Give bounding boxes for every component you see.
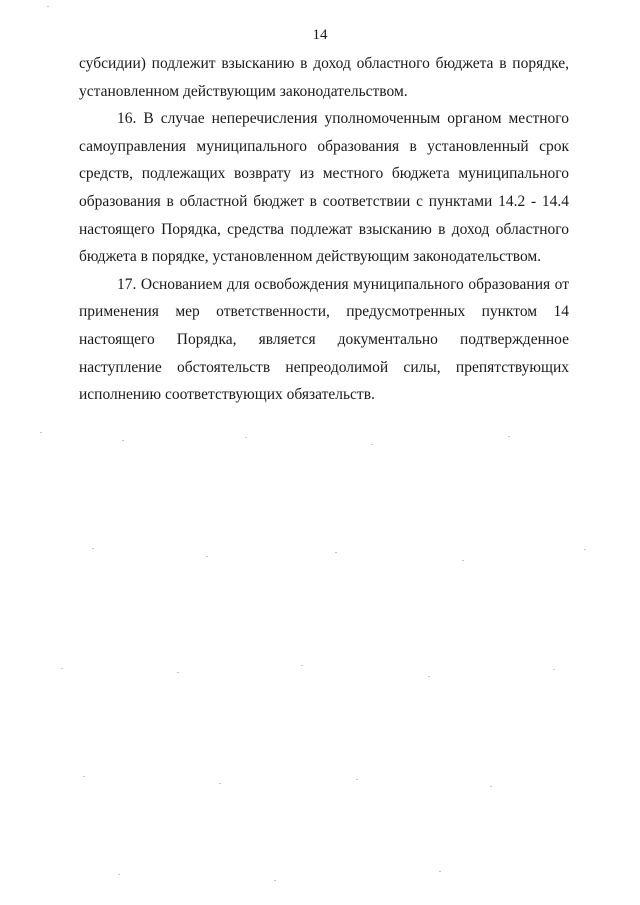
scan-speck <box>356 779 358 780</box>
scan-speck <box>428 676 430 677</box>
scan-speck <box>40 432 42 433</box>
scan-speck <box>118 874 120 875</box>
scan-speck <box>490 786 492 787</box>
scan-speck <box>553 669 555 670</box>
scan-speck <box>301 665 303 666</box>
scan-speck <box>462 560 464 561</box>
scan-speck <box>219 783 221 784</box>
scan-speck <box>439 871 441 872</box>
scan-speck <box>206 556 208 557</box>
page-number: 14 <box>312 27 328 43</box>
scan-speck <box>335 552 337 553</box>
scan-speck <box>61 668 63 669</box>
paragraph-clause-16: 16. В случае неперечисления уполномоченным органом местного самоуправления муниципального образования в установленный срок средств, подлежащих возврату из местного бюджета муниципального образования в областной бюджет в соответствии с пунктами 14.2 - 14.4 настоящего Порядка, средства подлежат взысканию в доход областного бюджета в порядке, установленном действующим законодательством. <box>79 110 569 266</box>
scan-speck <box>274 880 276 881</box>
scan-speck <box>508 436 510 437</box>
scan-speck <box>47 6 49 7</box>
scan-speck <box>122 440 124 441</box>
scan-speck <box>371 444 373 445</box>
scan-speck <box>245 437 247 438</box>
scan-speck <box>83 776 85 777</box>
document-body <box>79 50 569 409</box>
scan-speck <box>92 548 94 549</box>
scan-speck <box>177 672 179 673</box>
paragraph-continuation: субсидии) подлежит взысканию в доход областного бюджета в порядке, установленном действующим законодательством. <box>79 55 569 100</box>
scan-speck <box>584 549 586 550</box>
paragraph-clause-17: 17. Основанием для освобождения муниципального образования от применения мер ответственности, предусмотренных пунктом 14 настоящего Порядка, является документально подтвержденное наступление обстоятельств непреодолимой силы, препятствующих исполнению соответствующих обязательств. <box>79 275 569 404</box>
